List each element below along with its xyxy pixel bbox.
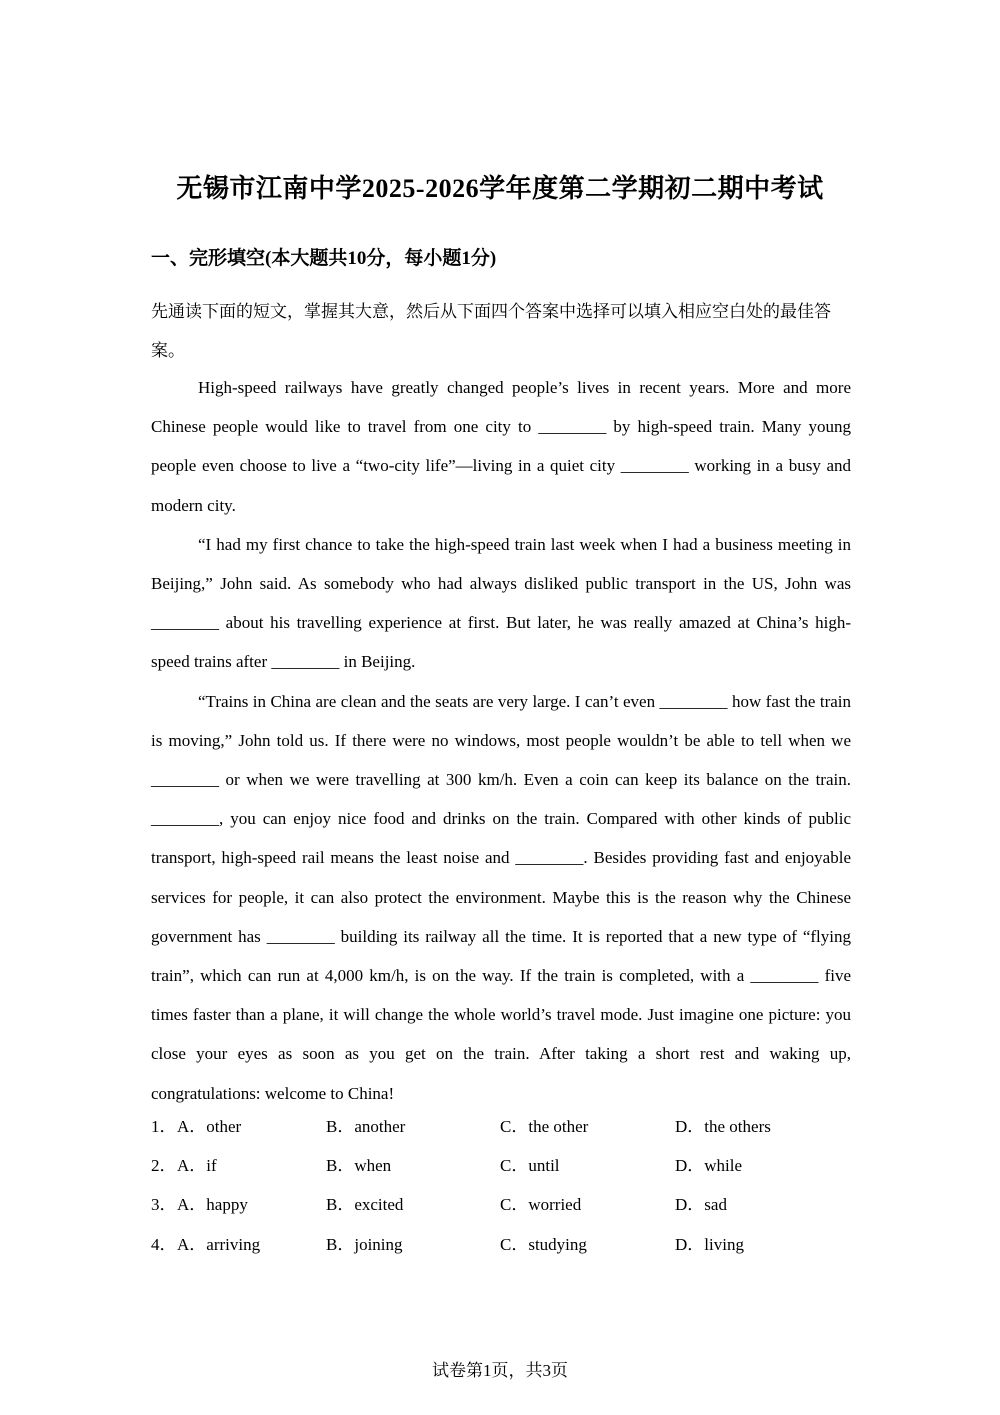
reading-passage	[151, 368, 851, 1113]
option-d	[675, 1185, 727, 1224]
option-text: until	[528, 1156, 560, 1176]
passage-paragraph-2: “I had my first chance to take the high-speed train last week when I had a business meeting in Beijing,” John said. As somebody who had always disliked public transport in the US, John was ________ about his travelling experience at first. But later, he was really amazed at China’s high-speed trains after ________ in Beijing.	[151, 534, 851, 672]
option-letter: C．	[500, 1156, 529, 1176]
option-letter: B．	[326, 1156, 355, 1176]
option-letter: A．	[177, 1156, 207, 1176]
page-footer: 试卷第1页，共3页	[432, 1361, 568, 1380]
option-b	[326, 1146, 391, 1185]
option-letter: B．	[326, 1195, 355, 1215]
option-a	[177, 1107, 241, 1146]
option-text: sad	[704, 1195, 727, 1215]
option-letter: B．	[326, 1117, 355, 1136]
option-letter: D．	[675, 1117, 705, 1136]
option-text: the others	[704, 1117, 771, 1136]
option-a	[177, 1225, 260, 1264]
section-instruction: 先通读下面的短文，掌握其大意，然后从下面四个答案中选择可以填入相应空白处的最佳答案。	[151, 302, 831, 360]
option-letter: C．	[500, 1117, 529, 1136]
option-c	[500, 1225, 587, 1264]
option-letter: A．	[177, 1117, 207, 1136]
option-a	[177, 1185, 248, 1224]
option-b	[326, 1107, 405, 1146]
option-text: when	[354, 1156, 392, 1176]
option-c	[500, 1185, 581, 1224]
option-letter: A．	[177, 1195, 207, 1215]
page-title: 无锡市江南中学2025-2026学年度第二学期初二期中考试	[176, 174, 824, 203]
option-b	[326, 1185, 403, 1224]
option-text: happy	[206, 1195, 248, 1215]
option-d	[675, 1225, 744, 1264]
option-text: worried	[528, 1195, 582, 1215]
option-letter: D．	[675, 1195, 705, 1215]
question-row-2	[151, 1146, 871, 1185]
question-number: 3．	[151, 1195, 177, 1215]
option-d	[675, 1146, 742, 1185]
option-a	[177, 1146, 217, 1185]
passage-paragraph-3: “Trains in China are clean and the seats are very large. I can’t even ________ how fast the train is moving,” John told us. If there were no windows, most people wouldn’t be able to tell when we ________ or when we were travelling at 300 km/h. Even a coin can keep its balance on the train. ________, you can enjoy nice food and drinks on the train. Compared with other kinds of public transport, high-speed rail means the least noise and ________. Besides providing fast and enjoyable services for people, it can also protect the environment. Maybe this is the reason why the Chinese government has ________ building its railway all the time. It is reported that a new type of “flying train”, which can run at 4,000 km/h, is on the way. If the train is completed, with a ________ five times faster than a plane, it will change the whole world’s travel mode. Just imagine one picture: you close your eyes as soon as you get on the train. After taking a short rest and waking up, congratulations: welcome to China!	[151, 691, 851, 1103]
option-text: if	[206, 1156, 217, 1176]
option-text: excited	[354, 1195, 404, 1215]
passage-paragraph-1: High-speed railways have greatly changed people’s lives in recent years. More and more Chinese people would like to travel from one city to ________ by high-speed train. Many young people even choose to live a “two-city life”—living in a quiet city ________ working in a busy and modern city.	[151, 378, 851, 515]
option-b	[326, 1225, 403, 1264]
question-number: 1．	[151, 1117, 177, 1136]
option-text: another	[354, 1117, 406, 1136]
option-letter: D．	[675, 1156, 705, 1176]
option-letter: C．	[500, 1234, 529, 1254]
option-text: joining	[354, 1234, 403, 1254]
option-text: the other	[528, 1117, 589, 1136]
question-options-list	[151, 1107, 871, 1264]
option-letter: C．	[500, 1195, 529, 1215]
option-letter: D．	[675, 1234, 705, 1254]
option-text: while	[704, 1156, 743, 1176]
option-text: studying	[528, 1234, 587, 1254]
question-row-4	[151, 1225, 871, 1264]
option-text: arriving	[206, 1234, 261, 1254]
question-row-1	[151, 1107, 871, 1146]
option-letter: A．	[177, 1234, 207, 1254]
question-row-3	[151, 1185, 871, 1224]
question-number: 2．	[151, 1156, 177, 1176]
option-text: other	[206, 1117, 242, 1136]
option-letter: B．	[326, 1234, 355, 1254]
section-heading: 一、完形填空(本大题共10分，每小题1分)	[151, 248, 497, 269]
option-text: living	[704, 1234, 744, 1254]
question-number: 4．	[151, 1234, 177, 1254]
option-c	[500, 1107, 588, 1146]
option-d	[675, 1107, 771, 1146]
option-c	[500, 1146, 560, 1185]
